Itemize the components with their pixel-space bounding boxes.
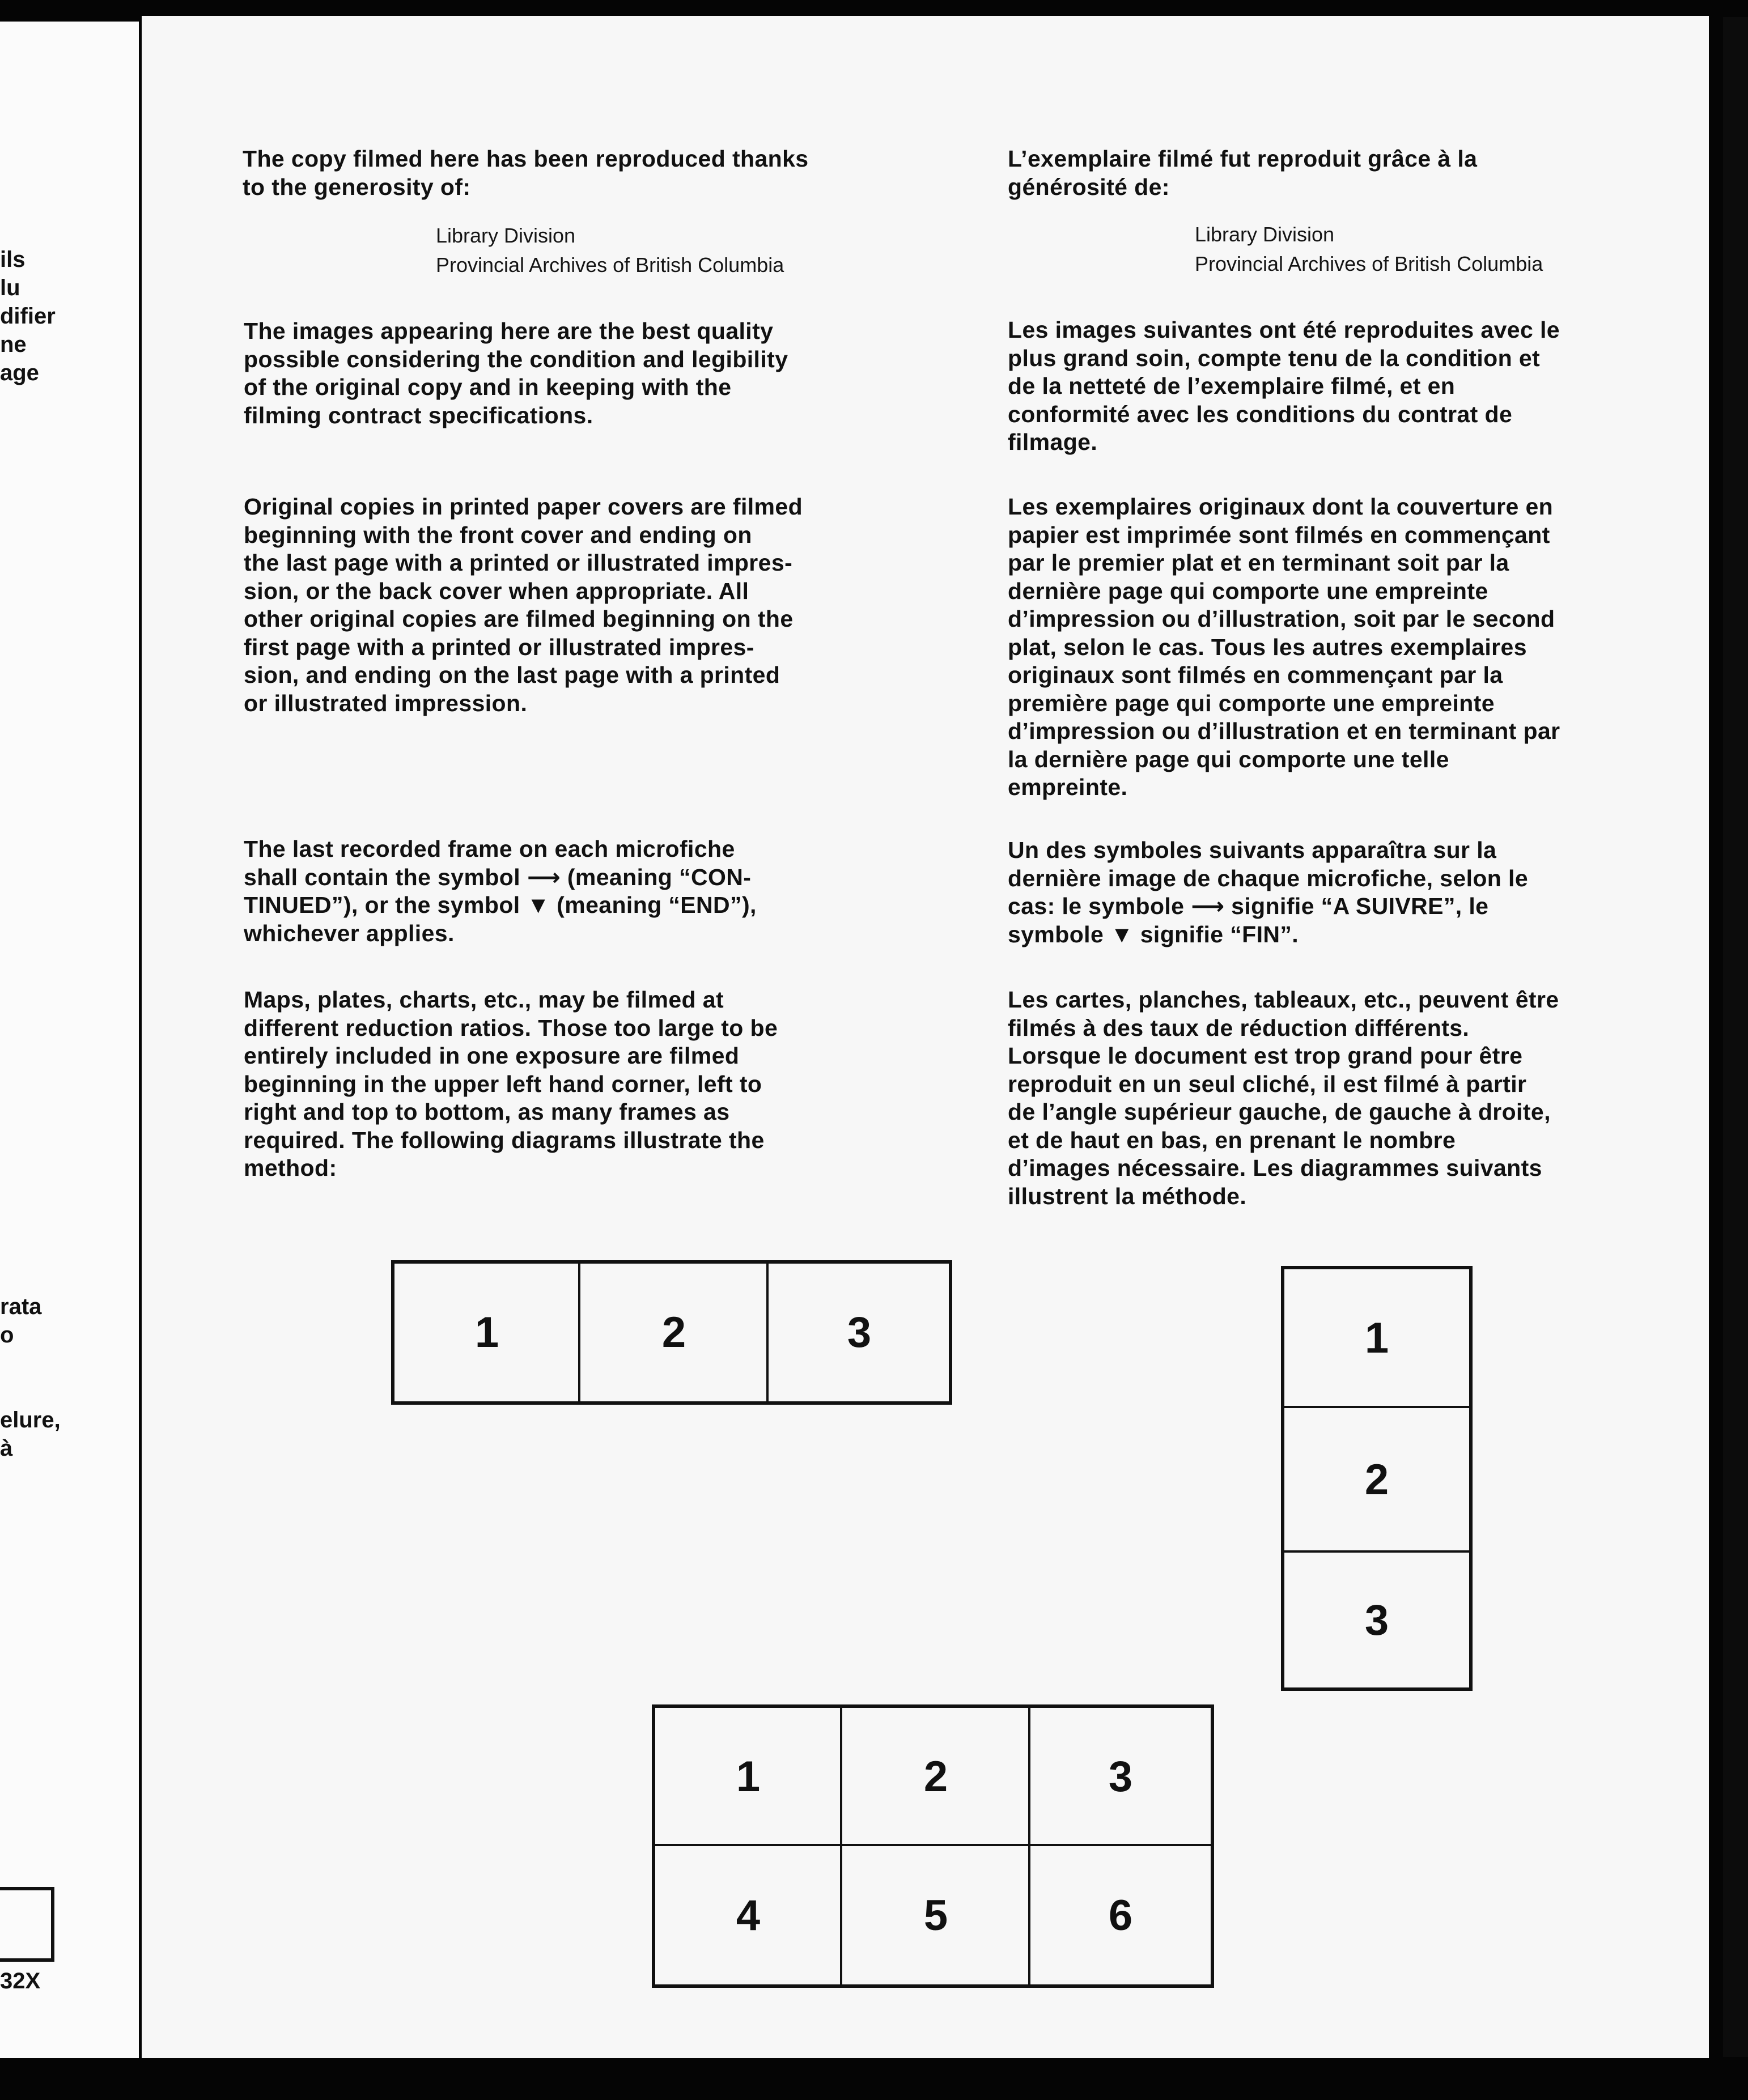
fr-maps-paragraph [1008, 986, 1559, 1210]
fr-covers-line: dernière page qui comporte une empreinte [1008, 577, 1488, 604]
fr-maps-line: reproduit en un seul cliché, il est filmé à partir [1008, 1070, 1527, 1097]
fr-quality-line: conformité avec les conditions du contrat de [1008, 401, 1513, 427]
fr-covers-line: Les exemplaires originaux dont la couverture en [1008, 494, 1554, 520]
fr-covers-line: d’impression ou d’illustration, soit par le second [1008, 606, 1555, 632]
en-covers-line: beginning with the front cover and ending on [244, 521, 752, 548]
en-institution-line: Library Division [436, 224, 576, 247]
fr-covers-line: première page qui comporte une empreinte [1008, 690, 1495, 716]
fragment-text: elure, [0, 1408, 61, 1432]
resolution-target-box [0, 1887, 54, 1962]
frame-number: 3 [1364, 1596, 1389, 1644]
frame-number: 2 [923, 1752, 948, 1801]
en-quality-line: of the original copy and in keeping with the [244, 374, 732, 400]
end-triangle-icon: ▼ [527, 892, 550, 918]
fr-covers-line: empreinte. [1008, 774, 1128, 800]
en-symbols-paragraph [244, 835, 757, 947]
fr-quality-line: Les images suivantes ont été reproduites avec le [1008, 317, 1560, 343]
en-maps-line: right and top to bottom, as many frames as [244, 1099, 730, 1125]
en-symbols-text: (meaning “CON- [567, 864, 752, 890]
fr-symbols-line [1008, 921, 1528, 949]
en-symbols-text: TINUED”), or the symbol [244, 892, 520, 918]
en-covers-line: Original copies in printed paper covers are filmed [244, 494, 803, 520]
fr-symbols-paragraph [1008, 836, 1528, 949]
fr-symbols-text: cas: le symbole [1008, 893, 1185, 919]
en-maps-line: beginning in the upper left hand corner, left to [244, 1070, 762, 1097]
en-covers-line: sion, and ending on the last page with a printed [244, 662, 780, 688]
diagram-vertical [1281, 1266, 1473, 1691]
en-covers-line: or illustrated impression. [244, 690, 528, 716]
en-covers-paragraph [244, 493, 803, 717]
en-quality-line: possible considering the condition and legibility [244, 346, 788, 372]
fr-maps-line: de l’angle supérieur gauche, de gauche à droite, [1008, 1099, 1551, 1125]
fr-covers-line: la dernière page qui comporte une telle [1008, 746, 1449, 772]
en-symbols-line [244, 864, 757, 892]
fr-thanks-line: L’exemplaire filmé fut reproduit grâce à la [1008, 146, 1478, 172]
en-symbols-text: (meaning “END”), [557, 892, 757, 918]
fr-maps-line: filmés à des taux de réduction différents. [1008, 1014, 1470, 1041]
fr-symbols-text: signifie “FIN”. [1140, 921, 1299, 947]
en-symbols-line: The last recorded frame on each microfiche [244, 836, 735, 862]
en-maps-line: entirely included in one exposure are filmed [244, 1043, 740, 1069]
fr-covers-line: d’impression ou d’illustration et en terminant par [1008, 718, 1560, 744]
en-institution [436, 221, 784, 280]
fr-symbols-line [1008, 892, 1528, 921]
end-triangle-icon: ▼ [1110, 921, 1134, 947]
en-maps-line: required. The following diagrams illustrate the [244, 1126, 765, 1153]
en-covers-line: sion, or the back cover when appropriate. All [244, 577, 749, 604]
fragment-text: rata [0, 1294, 42, 1319]
fr-quality-line: filmage. [1008, 429, 1098, 455]
continued-arrow-icon: ⟶ [1191, 893, 1225, 919]
frame-number: 1 [474, 1308, 499, 1357]
fr-symbols-text: symbole [1008, 921, 1104, 947]
fragment-text: ils [0, 247, 26, 272]
fr-thanks-line: générosité de: [1008, 173, 1170, 200]
frame-number: 2 [1364, 1456, 1389, 1504]
continued-arrow-icon: ⟶ [527, 864, 561, 890]
previous-page-edge [0, 22, 139, 2058]
fr-quality-line: plus grand soin, compte tenu de la condition et [1008, 345, 1541, 371]
fr-covers-line: plat, selon le cas. Tous les autres exemplaires [1008, 634, 1527, 660]
en-quality-line: filming contract specifications. [244, 402, 593, 428]
en-institution-line: Provincial Archives of British Columbia [436, 253, 784, 277]
en-covers-line: the last page with a printed or illustrated impres- [244, 550, 793, 576]
en-maps-line: method: [244, 1155, 337, 1181]
fr-quality-paragraph [1008, 316, 1560, 457]
fr-covers-paragraph [1008, 493, 1560, 802]
fragment-text: lu [0, 275, 20, 300]
page-edge-shadow [1723, 17, 1748, 2057]
fr-covers-line: papier est imprimée sont filmés en commençant [1008, 521, 1550, 548]
diagram-horizontal [391, 1260, 952, 1405]
frame-number: 4 [736, 1891, 761, 1940]
frame-number: 1 [736, 1752, 761, 1801]
frame-number: 3 [847, 1308, 872, 1357]
frame-number: 5 [923, 1891, 948, 1940]
fr-maps-line: et de haut en bas, en prenant le nombre [1008, 1126, 1456, 1153]
frame-number: 6 [1108, 1891, 1133, 1940]
en-symbols-line: whichever applies. [244, 920, 455, 946]
en-symbols-text: shall contain the symbol [244, 864, 521, 890]
frame-number: 2 [661, 1308, 686, 1357]
en-maps-line: Maps, plates, charts, etc., may be filmed at [244, 987, 724, 1013]
fr-institution-line: Provincial Archives of British Columbia [1195, 252, 1543, 275]
en-maps-paragraph [244, 986, 778, 1183]
diagram-grid [652, 1704, 1214, 1988]
fragment-text: ne [0, 332, 27, 357]
en-quality-line: The images appearing here are the best quality [244, 318, 774, 344]
fr-maps-line: Les cartes, planches, tableaux, etc., peuvent être [1008, 987, 1559, 1013]
fr-symbols-text: signifie “A SUIVRE”, le [1231, 893, 1489, 919]
reduction-ratio-text: 32X [0, 1969, 41, 1993]
en-covers-line: first page with a printed or illustrated impres- [244, 634, 754, 660]
en-quality-paragraph [244, 317, 788, 430]
fragment-text: à [0, 1436, 13, 1461]
en-thanks-paragraph [243, 145, 809, 201]
frame-number: 1 [1364, 1314, 1389, 1362]
fr-thanks-paragraph [1008, 145, 1477, 201]
en-maps-line: different reduction ratios. Those too large to be [244, 1014, 778, 1041]
fr-maps-line: illustrent la méthode. [1008, 1183, 1247, 1209]
fr-institution-line: Library Division [1195, 223, 1335, 246]
en-thanks-line: The copy filmed here has been reproduced thanks [243, 146, 809, 172]
fragment-text: o [0, 1323, 14, 1347]
fr-symbols-line: Un des symboles suivants apparaîtra sur la [1008, 837, 1497, 863]
fr-maps-line: Lorsque le document est trop grand pour être [1008, 1043, 1523, 1069]
fr-quality-line: de la netteté de l’exemplaire filmé, et en [1008, 373, 1456, 399]
fr-covers-line: originaux sont filmés en commençant par la [1008, 662, 1503, 688]
fr-institution [1195, 220, 1543, 279]
en-symbols-line [244, 891, 757, 920]
fragment-text: difier [0, 304, 56, 329]
en-thanks-line: to the generosity of: [243, 173, 471, 200]
fragment-text: age [0, 360, 39, 385]
fr-maps-line: d’images nécessaire. Les diagrammes suivants [1008, 1155, 1542, 1181]
en-covers-line: other original copies are filmed beginning on the [244, 606, 794, 632]
fr-covers-line: par le premier plat et en terminant soit par la [1008, 550, 1509, 576]
fr-symbols-line: dernière image de chaque microfiche, selon le [1008, 865, 1529, 891]
frame-number: 3 [1108, 1752, 1133, 1801]
